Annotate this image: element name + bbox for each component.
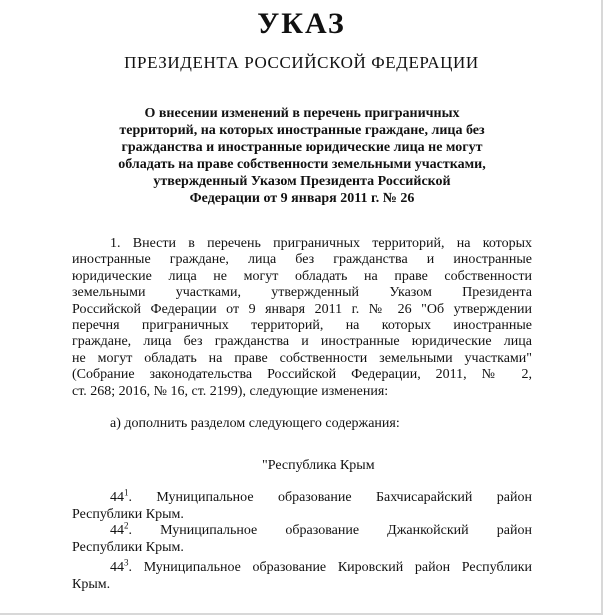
paragraph-line: (Собрание законодательства Российской Федерации, 2011, № 2, — [72, 367, 532, 383]
paragraph-line: ст. 268; 2016, № 16, ст. 2199), следующие изменения: — [72, 383, 389, 399]
entry-line — [72, 520, 532, 540]
entry-44-3 — [72, 557, 532, 593]
document-subtitle: ПРЕЗИДЕНТА РОССИЙСКОЙ ФЕДЕРАЦИИ — [124, 53, 479, 72]
entry-sup: 2 — [124, 520, 129, 531]
paragraph-line: не могут обладать на праве собственности земельными участками" — [72, 350, 532, 366]
heading-line: обладать на праве собственности земельными участками, — [118, 157, 486, 172]
paragraph-line: земельными участками, утвержденный Указом Президента — [72, 285, 532, 301]
paragraph-line: Российской Федерации от 9 января 2011 г. № 26 "Об утверждении — [72, 301, 532, 317]
entry-sup: 1 — [124, 487, 129, 498]
entry-text: . Муниципальное образование Кировский район Республики — [128, 560, 532, 575]
heading-line: Федерации от 9 января 2011 г. № 26 — [189, 191, 415, 206]
entry-44-2 — [72, 520, 532, 556]
paragraph-line: юридические лица не могут обладать на праве собственности — [72, 268, 532, 284]
entry-sup: 3 — [124, 557, 129, 568]
document-title: УКАЗ — [257, 7, 346, 40]
paragraph-line: перечня приграничных территорий, на которых иностранные — [72, 318, 532, 334]
paragraph-line: иностранные граждане, лица без гражданства и иностранные — [72, 252, 532, 268]
heading-line: гражданства и иностранные юридические лица не могут — [121, 140, 483, 155]
entry-number: 44 — [110, 560, 124, 575]
paragraph-1 — [72, 236, 532, 400]
heading-line: территорий, на которых иностранные граждане, лица без — [119, 123, 485, 138]
entry-line: Крым. — [72, 576, 111, 592]
paragraph-line: граждане, лица без гражданства и иностранные юридические лица — [72, 334, 532, 350]
entry-number: 44 — [110, 490, 124, 505]
entry-44-1 — [72, 487, 532, 523]
entry-line — [72, 557, 532, 577]
entry-text: . Муниципальное образование Джанкойский район — [128, 523, 532, 538]
item-a: а) дополнить разделом следующего содержания: — [110, 416, 400, 431]
paragraph-line: 1. Внести в перечень приграничных территорий, на которых — [110, 236, 532, 251]
heading-line: О внесении изменений в перечень приграничных — [144, 106, 460, 121]
entry-line: Республики Крым. — [72, 539, 184, 555]
entry-line: Республики Крым. — [72, 506, 184, 522]
entry-number: 44 — [110, 523, 124, 538]
entry-line — [72, 487, 532, 507]
decree-heading — [90, 105, 514, 207]
section-title: "Республика Крым — [262, 458, 375, 473]
entry-text: . Муниципальное образование Бахчисарайский район — [128, 490, 532, 505]
heading-line: утвержденный Указом Президента Российской — [153, 174, 451, 189]
